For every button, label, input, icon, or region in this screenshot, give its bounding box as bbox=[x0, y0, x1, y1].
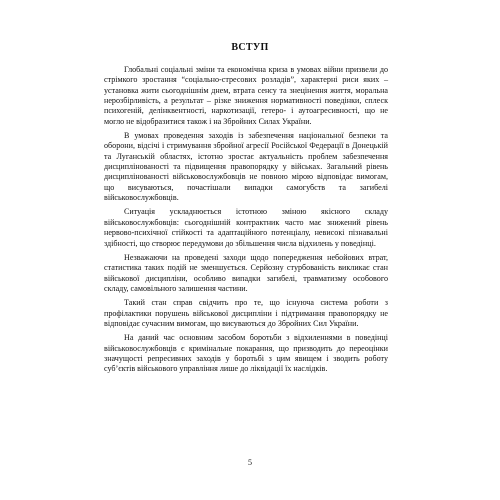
paragraph-2: В умовах проведення заходів із забезпечення національної безпеки та оборони, відсічі і стримування збройної агресії Російської Федерації в Донецькій та Луганській областях, істотно зростає актуальність проблем забезпечення дисциплінованості та підвищення правопорядку у військах. Загальний рівень дисциплінованості військовослужбовців не повною мірою відповідає вимогам, що висуваються, почастішали випадки самогубств та загибелі військовослужбовців. bbox=[104, 131, 388, 203]
paragraph-5: Такий стан справ свідчить про те, що існуюча система роботи з профілактики порушень військової дисципліни і підтримання правопорядку не відповідає сучасним вимогам, що висуваються до Збройних Сил України. bbox=[104, 298, 388, 328]
paragraph-6: На даний час основним засобом боротьби з відхиленнями в поведінці військовослужбовців є кримінальне покарання, що призводить до переоцінки значущості репресивних заходів у боротьбі з цим явищем і зводить роботу суб’єктів військового управління лише до ліквідації їх наслідків. bbox=[104, 333, 388, 374]
paragraph-1: Глобальні соціальні зміни та економічна криза в умовах війни призвели до стрімкого зростання “соціально-стресових розладів”, характерні риси яких – установка жити сьогоднішнім днем, втрата сенсу та знецінення життя, моральна нерозбірливість, а результат – різке зниження нормативності поведінки, сплеск психогеній, делінквентності, наркотизації, гетеро- і аутоагресивності, що не могло не відобразитися також і на Збройних Силах України. bbox=[104, 65, 388, 126]
body-text bbox=[104, 65, 388, 379]
paragraph-3: Ситуація ускладнюється істотною зміною якісного складу військовослужбовців: сьогоднішній контрактник часто має знижений рівень нервово-психічної стійкості та адаптаційного потенціалу, невисокі пізнавальні здібності, що створює передумови до збільшення числа відхилень у поведінці. bbox=[104, 207, 388, 248]
paragraph-4: Незважаючи на проведені заходи щодо попередження небойових втрат, статистика таких подій не зменшується. Серйозну стурбованість викликає стан військової дисципліни, особливо випадки загибелі, травматизму особового складу, самовільного залишення частини. bbox=[104, 252, 388, 293]
page-number: 5 bbox=[248, 458, 252, 467]
page-title: ВСТУП bbox=[231, 42, 269, 53]
